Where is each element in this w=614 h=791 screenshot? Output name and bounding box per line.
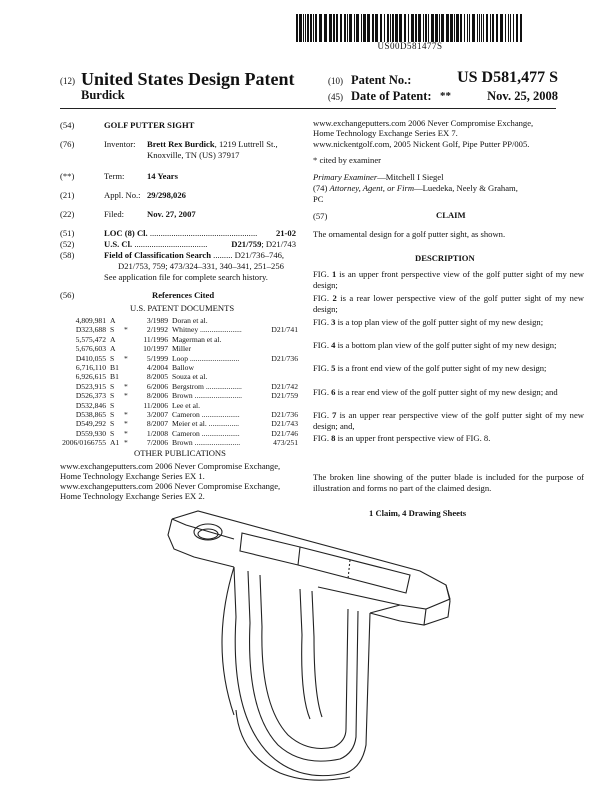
barcode-bar <box>435 14 438 42</box>
citation-date: 11/2006 <box>143 400 168 410</box>
patent-no-label: Patent No.: <box>351 73 412 87</box>
barcode-bar <box>372 14 374 42</box>
cited-by-examiner-note: * cited by examiner <box>313 155 382 165</box>
citation-num: D559,930 <box>75 428 106 438</box>
barcode-bar <box>411 14 414 42</box>
fig-text: is a front end view of the golf putter sight of my new design; <box>335 363 547 373</box>
citation-date: 7/2006 <box>146 438 168 448</box>
barcode-bar <box>439 14 440 42</box>
attorney-line <box>313 183 518 193</box>
citation-date: 8/2006 <box>146 391 168 401</box>
barcode-bar <box>380 14 382 42</box>
field-search-line-1: ......... D21/736–746, <box>211 250 285 260</box>
examiner-line <box>313 172 444 182</box>
citation-kind: B1 <box>110 363 119 372</box>
barcode-bar <box>313 14 314 42</box>
citation-row <box>75 381 298 391</box>
header-rule <box>60 108 556 109</box>
citation-name: Meier et al. ................ <box>172 419 240 429</box>
barcode-bar <box>404 14 406 42</box>
term-label: Term: <box>104 171 125 181</box>
claim-text: The ornamental design for a golf putter sight, as shown. <box>313 229 506 239</box>
citation-num: D549,292 <box>75 419 106 429</box>
barcode-bar <box>305 14 306 42</box>
barcode-bar <box>446 14 449 42</box>
citation-name: Ballow <box>172 363 194 372</box>
citation-name: Loop .......................... <box>172 353 240 363</box>
us-patent-docs-title: U.S. PATENT DOCUMENTS <box>130 303 235 313</box>
barcode-bar <box>513 14 514 42</box>
barcode-bar <box>496 14 498 42</box>
barcode-bar <box>384 14 385 42</box>
barcode-bar <box>486 14 488 42</box>
figure-description <box>313 410 584 432</box>
citation-date: 4/2004 <box>146 363 168 372</box>
citation-kind: S <box>110 391 115 401</box>
citation-row <box>75 363 298 372</box>
other-pub-3b: Home Technology Exchange Series EX 7. <box>313 128 458 138</box>
citation-date: 1/2008 <box>146 428 168 438</box>
citation-name: Cameron .................... <box>172 410 240 419</box>
barcode-bar <box>329 14 332 42</box>
barcode-bar <box>500 14 503 42</box>
citation-row <box>62 438 298 448</box>
barcode-bar <box>425 14 427 42</box>
us-class-line <box>104 239 296 249</box>
barcode-bar <box>315 14 317 42</box>
us-class-label: U.S. Cl. <box>104 239 133 249</box>
barcode-bar <box>387 14 389 42</box>
citation-star: * <box>124 325 128 335</box>
field-51-code: (51) <box>60 228 75 238</box>
field-76-code: (76) <box>60 139 75 149</box>
citation-num: D410,055 <box>75 353 106 363</box>
claims-sheets: 1 Claim, 4 Drawing Sheets <box>369 508 467 518</box>
citation-name: Magerman et al. <box>172 334 222 344</box>
citation-num: D532,846 <box>75 400 106 410</box>
barcode-bar <box>508 14 509 42</box>
citation-name: Cameron .................... <box>172 428 240 438</box>
citation-kind: S <box>110 428 115 438</box>
claim-title: CLAIM <box>436 210 466 220</box>
barcode-bar <box>418 14 421 42</box>
citation-row <box>75 372 298 382</box>
citation-kind: S <box>110 410 115 419</box>
citation-star: * <box>124 438 128 448</box>
barcode-bar <box>344 14 346 42</box>
citation-date: 5/1999 <box>146 353 168 363</box>
fig-text: is an upper front perspective view of the golf putter sight of my new design; <box>313 269 584 290</box>
barcode-bar <box>415 14 417 42</box>
citation-name: Miller <box>172 344 191 354</box>
date-mark: ** <box>440 90 451 102</box>
design-title: GOLF PUTTER SIGHT <box>104 120 195 130</box>
barcode-bar <box>510 14 511 42</box>
citation-row <box>75 334 298 344</box>
fig-number: 3 <box>331 317 336 327</box>
inventor-label: Inventor: <box>104 139 136 149</box>
citation-name: Souza et al. <box>172 372 208 382</box>
citation-date: 3/2007 <box>146 410 168 419</box>
other-pub-2a: www.exchangeputters.com 2006 Never Compromise Exchange, <box>60 481 281 491</box>
citation-row <box>75 316 298 325</box>
field-21-code: (21) <box>60 190 75 200</box>
citation-name: Brown ......................... <box>172 391 243 401</box>
document-title: United States Design Patent <box>81 69 295 89</box>
inventor-surname: Burdick <box>81 88 125 102</box>
citation-date: 10/1997 <box>143 344 168 354</box>
field-58-code: (58) <box>60 250 75 260</box>
citation-num: D323,688 <box>75 325 106 335</box>
barcode-bar <box>481 14 482 42</box>
citation-kind: A <box>110 344 116 354</box>
barcode-bar <box>299 14 302 42</box>
citation-kind: S <box>110 353 115 363</box>
barcode-bar <box>324 14 327 42</box>
citation-num: 4,809,981 <box>75 316 106 325</box>
figure-description <box>313 340 584 351</box>
other-publications-title: OTHER PUBLICATIONS <box>134 448 226 458</box>
barcode-bar <box>336 14 338 42</box>
figure-description <box>313 269 584 291</box>
barcode-bar <box>390 14 391 42</box>
fig-text: is a top plan view of the golf putter sight of my new design; <box>335 317 544 327</box>
fig-number: 5 <box>331 363 336 373</box>
citation-kind: S <box>110 400 115 410</box>
loc-class-dots: .................................................. <box>147 228 258 238</box>
citation-name: Doran et al. <box>172 316 208 325</box>
citation-kind: A1 <box>110 438 120 448</box>
field-52-code: (52) <box>60 239 75 249</box>
barcode-bar <box>408 14 409 42</box>
barcode-bar <box>520 14 522 42</box>
citation-kind: S <box>110 381 115 391</box>
loc-class-label: LOC (8) Cl. <box>104 228 148 238</box>
citation-num: D526,373 <box>75 391 106 401</box>
fig-number: 6 <box>331 387 336 397</box>
barcode-bar <box>361 14 362 42</box>
patent-no-code: (10) <box>328 76 343 86</box>
figure-description <box>313 387 584 398</box>
barcode-bar <box>310 14 312 42</box>
inventor-address-1: , 1219 Luttrell St., <box>214 139 278 149</box>
fig-number: 1 <box>331 269 337 279</box>
barcode-bar <box>472 14 475 42</box>
barcode-bar <box>319 14 322 42</box>
fig-number: 8 <box>331 433 336 443</box>
citation-date: 6/2006 <box>146 381 168 391</box>
field-search-line <box>104 250 300 260</box>
citation-kind: S <box>110 325 115 335</box>
citation-num: D538,865 <box>75 410 106 419</box>
field-57-code: (57) <box>313 211 328 221</box>
citation-num: D523,915 <box>75 381 106 391</box>
barcode-bar <box>483 14 484 42</box>
citation-cls: D21/746 <box>271 428 298 438</box>
barcode-bar <box>395 14 398 42</box>
us-class-secondary: ; D21/743 <box>261 239 296 249</box>
fig-text: is a bottom plan view of the golf putter sight of my new design; <box>335 340 557 350</box>
citation-cls: D21/736 <box>271 410 298 419</box>
barcode <box>296 14 524 42</box>
inventor-line <box>147 139 278 149</box>
citation-num: 5,676,603 <box>75 344 106 354</box>
citation-cls: D21/759 <box>271 391 298 401</box>
barcode-bar <box>367 14 370 42</box>
date-label: Date of Patent: <box>351 89 432 103</box>
loc-class-line <box>104 228 296 238</box>
citation-num: 6,716,110 <box>75 363 106 372</box>
citation-cls: D21/736 <box>271 353 298 363</box>
citation-star: * <box>124 428 128 438</box>
figure-description <box>313 293 584 315</box>
fig-prefix: FIG. <box>313 340 332 350</box>
fig-text: is an upper front perspective view of FIG. 8. <box>335 433 491 443</box>
barcode-bar <box>516 14 518 42</box>
barcode-bar <box>340 14 342 42</box>
broken-line-note: The broken line showing of the putter blade is included for the purpose of illustration and forms no part of the claimed design. <box>313 472 584 493</box>
fig-number: 4 <box>331 340 336 350</box>
citation-row <box>75 391 298 401</box>
attorney-code: (74) <box>313 183 328 193</box>
citation-name: Bergstrom ................... <box>172 381 242 391</box>
barcode-bar <box>296 14 298 42</box>
fig-prefix: FIG. <box>313 269 332 279</box>
field-56-code: (56) <box>60 290 75 300</box>
inventor-address-2: Knoxville, TN (US) 37917 <box>147 150 240 160</box>
inventor-name: Brett Rex Burdick <box>147 139 215 149</box>
field-term-code: (**) <box>60 171 75 181</box>
citation-num: 5,575,472 <box>75 334 106 344</box>
barcode-bar <box>490 14 491 42</box>
other-pub-4: www.nickentgolf.com, 2005 Nickent Golf, Pipe Putter PP/005. <box>313 139 530 149</box>
fig-prefix: FIG. <box>313 363 332 373</box>
citation-date: 3/1989 <box>146 316 168 325</box>
other-pub-1b: Home Technology Exchange Series EX 1. <box>60 471 205 481</box>
citation-star: * <box>124 353 128 363</box>
examiner-name: —Mitchell I Siegel <box>377 172 444 182</box>
citation-star: * <box>124 419 128 429</box>
term-value: 14 Years <box>147 171 178 181</box>
barcode-bar <box>428 14 429 42</box>
barcode-bar <box>399 14 402 42</box>
barcode-bar <box>392 14 394 42</box>
loc-class-value: 21-02 <box>275 228 296 238</box>
other-pub-2b: Home Technology Exchange Series EX 2. <box>60 491 205 501</box>
field-search-line-2: D21/753, 759; 473/324–331, 340–341, 251–256 <box>118 261 284 271</box>
fig-prefix: FIG. <box>313 410 333 420</box>
citation-name: Lee et al. <box>172 400 201 410</box>
barcode-bar <box>460 14 462 42</box>
figure-description <box>313 433 584 444</box>
barcode-bar <box>431 14 434 42</box>
putter-sight-drawing <box>150 505 470 785</box>
citation-row <box>75 325 298 335</box>
description-title: DESCRIPTION <box>415 253 475 263</box>
citation-row <box>75 400 298 410</box>
attorney-name: —Luedeka, Neely & Graham, <box>414 183 518 193</box>
field-search-line-3: See application file for complete search history. <box>104 272 268 282</box>
fig-prefix: FIG. <box>313 433 332 443</box>
barcode-bar <box>347 14 348 42</box>
filed-label: Filed: <box>104 209 125 219</box>
citation-date: 2/1992 <box>146 325 168 335</box>
barcode-bar <box>375 14 378 42</box>
barcode-bar <box>363 14 366 42</box>
barcode-bar <box>479 14 480 42</box>
citation-kind: B1 <box>110 372 119 382</box>
document-number: US00D581477S <box>377 41 443 51</box>
citation-name: Whitney ...................... <box>172 325 242 335</box>
fig-text: is an upper rear perspective view of the golf putter sight of my new design; and, <box>313 410 584 431</box>
date-code: (45) <box>328 92 343 102</box>
barcode-bar <box>467 14 468 42</box>
fig-number: 7 <box>332 410 337 420</box>
barcode-bar <box>477 14 478 42</box>
kind-code: (12) <box>60 76 75 86</box>
fig-text: is a rear lower perspective view of the golf putter sight of my new design; <box>313 293 584 314</box>
barcode-bar <box>469 14 470 42</box>
fig-prefix: FIG. <box>313 293 333 303</box>
citation-date: 11/1996 <box>143 334 168 344</box>
appl-no-value: 29/298,026 <box>147 190 186 200</box>
barcode-bar <box>307 14 309 42</box>
citation-star: * <box>124 410 128 419</box>
citation-row <box>75 344 298 354</box>
citation-date: 8/2007 <box>146 419 168 429</box>
citation-cls: 473/251 <box>273 438 298 448</box>
figure-description <box>313 317 584 328</box>
filed-value: Nov. 27, 2007 <box>147 209 196 219</box>
barcode-bar <box>505 14 506 42</box>
citation-kind: A <box>110 334 116 344</box>
barcode-bar <box>450 14 453 42</box>
barcode-bar <box>333 14 335 42</box>
patent-number: US D581,477 S <box>457 69 558 86</box>
references-cited-title: References Cited <box>152 290 215 300</box>
fig-prefix: FIG. <box>313 317 332 327</box>
barcode-bar <box>464 14 465 42</box>
citation-cls: D21/742 <box>271 381 298 391</box>
us-class-dots: .................................. <box>132 239 208 249</box>
us-class-main: D21/759 <box>231 239 262 249</box>
citation-date: 8/2005 <box>146 372 168 382</box>
fig-number: 2 <box>332 293 337 303</box>
citation-row <box>75 410 298 419</box>
field-search-label: Field of Classification Search <box>104 250 212 260</box>
barcode-bar <box>492 14 494 42</box>
barcode-bar <box>454 14 455 42</box>
other-pub-3a: www.exchangeputters.com 2006 Never Compromise Exchange, <box>313 118 534 128</box>
barcode-bar <box>303 14 304 42</box>
barcode-bar <box>456 14 459 42</box>
attorney-label: Attorney, Agent, or Firm <box>329 183 415 193</box>
examiner-label: Primary Examiner <box>313 172 378 182</box>
barcode-bar <box>349 14 352 42</box>
fig-prefix: FIG. <box>313 387 332 397</box>
barcode-bar <box>354 14 355 42</box>
citation-row <box>75 353 298 363</box>
citation-num: 2006/0166755 <box>62 438 106 448</box>
barcode-bar <box>441 14 444 42</box>
citation-num: 6,926,615 <box>75 372 106 382</box>
field-54-code: (54) <box>60 120 75 130</box>
barcode-bar <box>423 14 424 42</box>
barcode-bar <box>356 14 359 42</box>
citation-kind: A <box>110 316 116 325</box>
citation-kind: S <box>110 419 115 429</box>
citation-name: Brown ........................ <box>172 438 241 448</box>
figure-description <box>313 363 584 374</box>
patent-date: Nov. 25, 2008 <box>487 89 558 103</box>
other-pub-1a: www.exchangeputters.com 2006 Never Compromise Exchange, <box>60 461 281 471</box>
citation-row <box>75 428 298 438</box>
citation-star: * <box>124 391 128 401</box>
fig-text: is a rear end view of the golf putter sight of my new design; and <box>335 387 558 397</box>
citation-star: * <box>124 381 128 391</box>
citation-cls: D21/743 <box>271 419 298 429</box>
field-22-code: (22) <box>60 209 75 219</box>
attorney-name-2: PC <box>313 194 324 204</box>
appl-no-label: Appl. No.: <box>104 190 141 200</box>
citation-row <box>75 419 298 429</box>
citation-cls: D21/741 <box>271 325 298 335</box>
